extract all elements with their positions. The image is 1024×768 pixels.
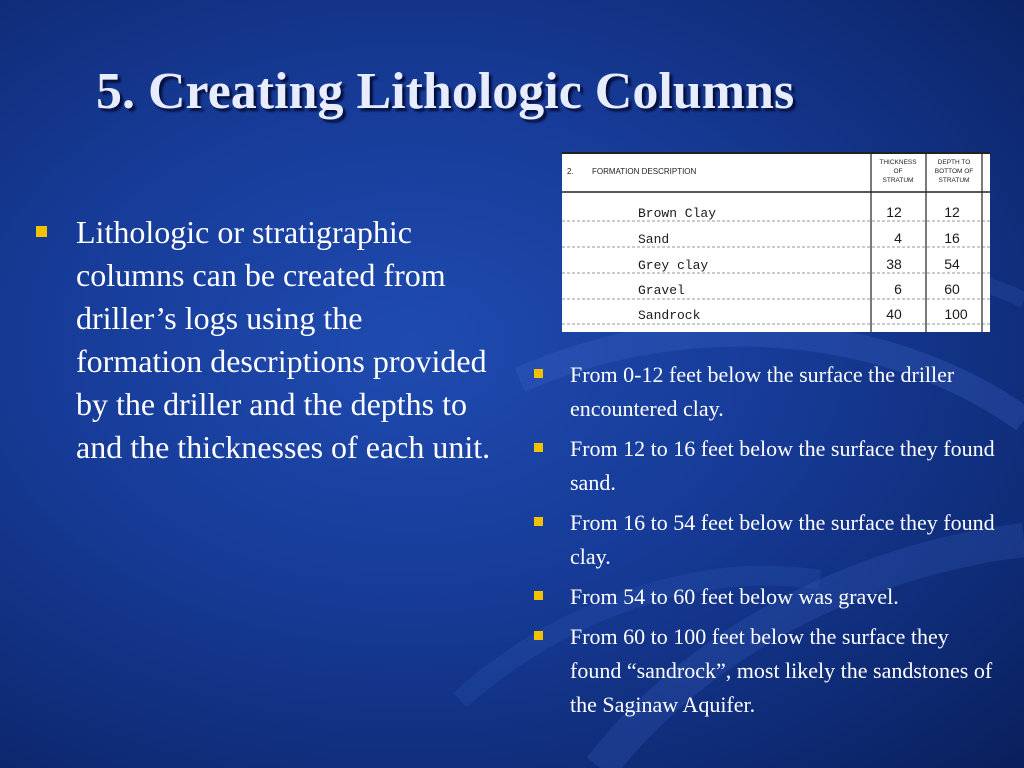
- log-header-depth-3: STRATUM: [938, 177, 970, 184]
- slide-title: 5. Creating Lithologic Columns: [96, 63, 795, 120]
- sub-bullet-item: [534, 620, 1004, 722]
- sub-bullet-text: From 12 to 16 feet below the surface they found sand.: [570, 436, 995, 495]
- log-row-depth: 100: [944, 306, 968, 322]
- sub-bullet-item: [534, 506, 1004, 574]
- sub-bullet-text: From 60 to 100 feet below the surface they found “sandrock”, most likely the sandstones of the Saginaw Aquifer.: [570, 624, 993, 717]
- sub-bullet-item: [534, 358, 1004, 426]
- log-row-depth: 54: [944, 256, 960, 272]
- log-header-depth-1: DEPTH TO: [937, 159, 971, 166]
- bullet-square-icon: [534, 443, 543, 452]
- log-header-thickness-2: OF: [893, 168, 903, 175]
- log-row-formation: Gravel: [638, 283, 685, 298]
- bullet-square-icon: [534, 631, 543, 640]
- log-header-depth-2: BOTTOM OF: [934, 168, 974, 175]
- log-row-thickness: 40: [886, 306, 902, 322]
- driller-log-image: [562, 152, 990, 332]
- sub-bullet-text: From 54 to 60 feet below was gravel.: [570, 584, 899, 609]
- main-bullet: [36, 211, 496, 469]
- sub-bullet-list: [534, 358, 1004, 728]
- log-row-formation: Sand: [638, 232, 670, 247]
- sub-bullet-text: From 16 to 54 feet below the surface they found clay.: [570, 510, 995, 569]
- log-header-thickness-3: STRATUM: [882, 177, 914, 184]
- log-row-thickness: 12: [886, 204, 902, 220]
- log-row-formation: Sandrock: [638, 308, 701, 323]
- log-row-depth: 12: [944, 204, 960, 220]
- log-row-depth: 16: [944, 230, 960, 246]
- sub-bullet-item: [534, 580, 1004, 614]
- main-bullet-text: Lithologic or stratigraphic columns can be created from driller’s logs using the formation descriptions provided by the driller and the depths to and the thicknesses of each unit.: [76, 214, 491, 465]
- log-header-formation: FORMATION DESCRIPTION: [592, 167, 697, 176]
- sub-bullet-text: From 0-12 feet below the surface the driller encountered clay.: [570, 362, 955, 421]
- log-row-thickness: 6: [894, 281, 902, 297]
- log-row-thickness: 4: [894, 230, 902, 246]
- log-row-depth: 60: [944, 281, 960, 297]
- bullet-square-icon: [36, 226, 47, 237]
- log-header-thickness-1: THICKNESS: [879, 159, 917, 166]
- bullet-square-icon: [534, 517, 543, 526]
- log-section-number: 2.: [567, 167, 574, 176]
- log-row-formation: Grey clay: [638, 258, 709, 273]
- log-row-formation: Brown Clay: [638, 206, 717, 221]
- bullet-square-icon: [534, 369, 543, 378]
- bullet-square-icon: [534, 591, 543, 600]
- sub-bullet-item: [534, 432, 1004, 500]
- log-row-thickness: 38: [886, 256, 902, 272]
